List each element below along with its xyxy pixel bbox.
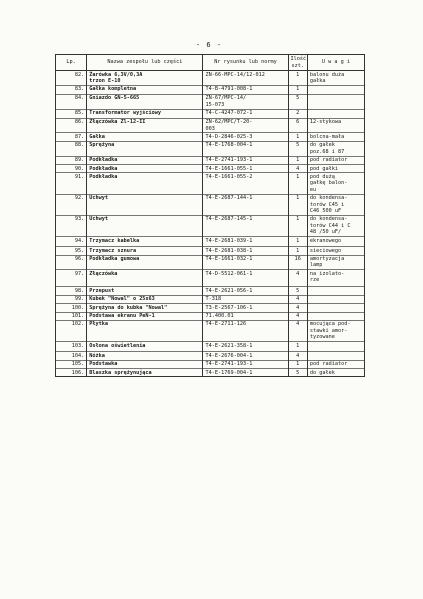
row-qty: 4 xyxy=(288,312,307,320)
table-row xyxy=(56,270,365,287)
row-lp: 90. xyxy=(56,165,87,173)
row-number: T4-E-2621-358-1 xyxy=(203,342,288,352)
row-name: Sprężyna do kubka "Nowal" xyxy=(87,304,203,312)
row-remarks: mocująca pod- stawki amor- tyzowane xyxy=(307,320,364,341)
row-qty: 4 xyxy=(288,304,307,312)
row-name: Blaszka sprężynująca xyxy=(87,369,203,377)
row-number: T4-E-2741-193-1 xyxy=(203,156,288,164)
row-name: Gałka xyxy=(87,133,203,141)
row-lp: 100. xyxy=(56,304,87,312)
row-qty: 4 xyxy=(288,270,307,287)
row-name: Płytka xyxy=(87,320,203,341)
row-remarks: do kondensa- torów C44 i C 48 /50 uF/ xyxy=(307,215,364,236)
header-lp: Lp. xyxy=(56,55,87,71)
row-lp: 93. xyxy=(56,215,87,236)
row-qty: 4 xyxy=(288,295,307,303)
row-qty: 1 xyxy=(288,173,307,194)
row-name: Osłona oświetlenia xyxy=(87,342,203,352)
row-remarks: pod dużą gałkę balon- eu xyxy=(307,173,364,194)
row-remarks xyxy=(307,85,364,94)
row-lp: 89. xyxy=(56,156,87,164)
row-qty: 1 xyxy=(288,71,307,86)
row-name: Żarówka 6,3V/0,3A trzon E-10 xyxy=(87,71,203,86)
row-qty: 2 xyxy=(288,109,307,118)
row-name: Transformator wyjściowy xyxy=(87,109,203,118)
row-lp: 106. xyxy=(56,369,87,377)
row-remarks: sieciowego xyxy=(307,247,364,255)
table-row xyxy=(56,352,365,360)
row-lp: 105. xyxy=(56,360,87,368)
table-row xyxy=(56,194,365,215)
row-lp: 96. xyxy=(56,255,87,270)
row-number: T4-E-2687-144-1 xyxy=(203,194,288,215)
row-lp: 87. xyxy=(56,133,87,141)
row-name: Trzymacz sznura xyxy=(87,247,203,255)
parts-table xyxy=(55,54,365,377)
row-remarks xyxy=(307,109,364,118)
row-lp: 104. xyxy=(56,352,87,360)
row-lp: 98. xyxy=(56,287,87,295)
row-remarks xyxy=(307,304,364,312)
row-name: Złączówka Zl-12-II xyxy=(87,118,203,133)
row-lp: 82. xyxy=(56,71,87,86)
row-name: Kubek "Nowal" o 25x63 xyxy=(87,295,203,303)
row-qty: 4 xyxy=(288,320,307,341)
table-row xyxy=(56,237,365,247)
row-qty: 4 xyxy=(288,165,307,173)
row-lp: 92. xyxy=(56,194,87,215)
row-lp: 97. xyxy=(56,270,87,287)
row-remarks xyxy=(307,287,364,295)
row-number: ZN-66-MPC-14/12-012 xyxy=(203,71,288,86)
table-row xyxy=(56,360,365,368)
row-name: Podkładka xyxy=(87,156,203,164)
table-row xyxy=(56,118,365,133)
row-number: T4-C-4247-072-1 xyxy=(203,109,288,118)
table-row xyxy=(56,255,365,270)
table-row xyxy=(56,156,365,164)
row-number: 71.400.01 xyxy=(203,312,288,320)
row-lp: 84. xyxy=(56,94,87,109)
row-lp: 94. xyxy=(56,237,87,247)
table-row xyxy=(56,304,365,312)
row-lp: 88. xyxy=(56,141,87,156)
header-remarks: U w a g i xyxy=(307,55,364,71)
row-qty: 1 xyxy=(288,342,307,352)
row-number: T4-E-1768-004-1 xyxy=(203,141,288,156)
row-lp: 103. xyxy=(56,342,87,352)
row-name: Sprężyna xyxy=(87,141,203,156)
row-qty: 1 xyxy=(288,215,307,236)
row-qty: 4 xyxy=(288,352,307,360)
table-row xyxy=(56,165,365,173)
row-lp: 85. xyxy=(56,109,87,118)
row-number: T4-E-1661-055-1 xyxy=(203,165,288,173)
row-qty: 1 xyxy=(288,194,307,215)
table-row xyxy=(56,342,365,352)
header-name: Nazwa zespołu lub części xyxy=(87,55,203,71)
row-lp: 95. xyxy=(56,247,87,255)
row-qty: 6 xyxy=(288,118,307,133)
row-remarks: 12-stykowa xyxy=(307,118,364,133)
row-number: T4-D-2846-025-3 xyxy=(203,133,288,141)
row-remarks: balonu duża gałka xyxy=(307,71,364,86)
row-remarks: pod radiator xyxy=(307,360,364,368)
page-number: - 6 - xyxy=(196,41,223,49)
row-qty: 16 xyxy=(288,255,307,270)
row-remarks: bolcna-mała xyxy=(307,133,364,141)
row-remarks: pod gałki xyxy=(307,165,364,173)
row-remarks: na izolato- rze xyxy=(307,270,364,287)
row-number: T4-E-2676-004-1 xyxy=(203,352,288,360)
row-qty: 5 xyxy=(288,141,307,156)
row-name: Złączówka xyxy=(87,270,203,287)
row-number: T4-E-1769-004-1 xyxy=(203,369,288,377)
row-number: T4-E-2681-038-1 xyxy=(203,247,288,255)
row-qty: 5 xyxy=(288,287,307,295)
row-name: Uchwyt xyxy=(87,194,203,215)
row-number: T4-B-4791-008-1 xyxy=(203,85,288,94)
row-number: T4-D-5512-061-1 xyxy=(203,270,288,287)
table-row xyxy=(56,133,365,141)
row-remarks: pod radiator xyxy=(307,156,364,164)
row-number: T-318 xyxy=(203,295,288,303)
row-qty: 5 xyxy=(288,94,307,109)
row-qty: 1 xyxy=(288,133,307,141)
table-row xyxy=(56,215,365,236)
row-number: ZN-62/MPC/T-20- 003 xyxy=(203,118,288,133)
row-qty: 5 xyxy=(288,369,307,377)
table-row xyxy=(56,295,365,303)
table-body xyxy=(56,71,365,377)
table-row xyxy=(56,109,365,118)
row-name: Trzymacz kabelka xyxy=(87,237,203,247)
row-qty: 1 xyxy=(288,237,307,247)
row-remarks: do kondensa- torów C45 i C46 500 uF xyxy=(307,194,364,215)
row-lp: 86. xyxy=(56,118,87,133)
header-number: Nr rysunku lub normy xyxy=(203,55,288,71)
header-qty: Ilość szt. xyxy=(288,55,307,71)
row-remarks: do gałek xyxy=(307,369,364,377)
row-number: T4-E-1661-055-2 xyxy=(203,173,288,194)
row-number: T4-E-1661-032-1 xyxy=(203,255,288,270)
row-number: T4-E-2687-145-1 xyxy=(203,215,288,236)
row-remarks: ekranowego xyxy=(307,237,364,247)
row-number: T4-E-2741-193-1 xyxy=(203,360,288,368)
row-name: Podstawka xyxy=(87,360,203,368)
table-row xyxy=(56,71,365,86)
row-name: Podkładka xyxy=(87,165,203,173)
row-lp: 101. xyxy=(56,312,87,320)
table-row xyxy=(56,369,365,377)
row-lp: 99. xyxy=(56,295,87,303)
row-qty: 1 xyxy=(288,247,307,255)
table-row xyxy=(56,312,365,320)
table-row xyxy=(56,247,365,255)
table-row xyxy=(56,173,365,194)
row-name: Uchwyt xyxy=(87,215,203,236)
row-name: Podkładka gumowa xyxy=(87,255,203,270)
row-name: Podstawa ekranu PeN-1 xyxy=(87,312,203,320)
row-name: Podkładka xyxy=(87,173,203,194)
row-number: T3-E-2567-106-1 xyxy=(203,304,288,312)
row-lp: 102. xyxy=(56,320,87,341)
row-remarks xyxy=(307,94,364,109)
row-remarks: do gałek poz.68 i 87 xyxy=(307,141,364,156)
row-remarks xyxy=(307,295,364,303)
table-header-row xyxy=(56,55,365,71)
row-number: T4-E-2621-056-1 xyxy=(203,287,288,295)
row-name: Przepust xyxy=(87,287,203,295)
row-qty: 1 xyxy=(288,156,307,164)
row-qty: 1 xyxy=(288,360,307,368)
row-name: Nóżka xyxy=(87,352,203,360)
table-row xyxy=(56,141,365,156)
row-remarks: amortyzacja lamp xyxy=(307,255,364,270)
table-row xyxy=(56,320,365,341)
row-qty: 1 xyxy=(288,85,307,94)
row-number: T4-E-2681-039-1 xyxy=(203,237,288,247)
table-row xyxy=(56,85,365,94)
row-name: Gniazdo GN-5-665 xyxy=(87,94,203,109)
row-lp: 83. xyxy=(56,85,87,94)
row-name: Gałka kompletna xyxy=(87,85,203,94)
row-remarks xyxy=(307,352,364,360)
row-lp: 91. xyxy=(56,173,87,194)
row-number: T4-E-2711-126 xyxy=(203,320,288,341)
row-number: ZN-67/MPC-14/ 15-073 xyxy=(203,94,288,109)
table-row xyxy=(56,94,365,109)
row-remarks xyxy=(307,312,364,320)
table-row xyxy=(56,287,365,295)
row-remarks xyxy=(307,342,364,352)
